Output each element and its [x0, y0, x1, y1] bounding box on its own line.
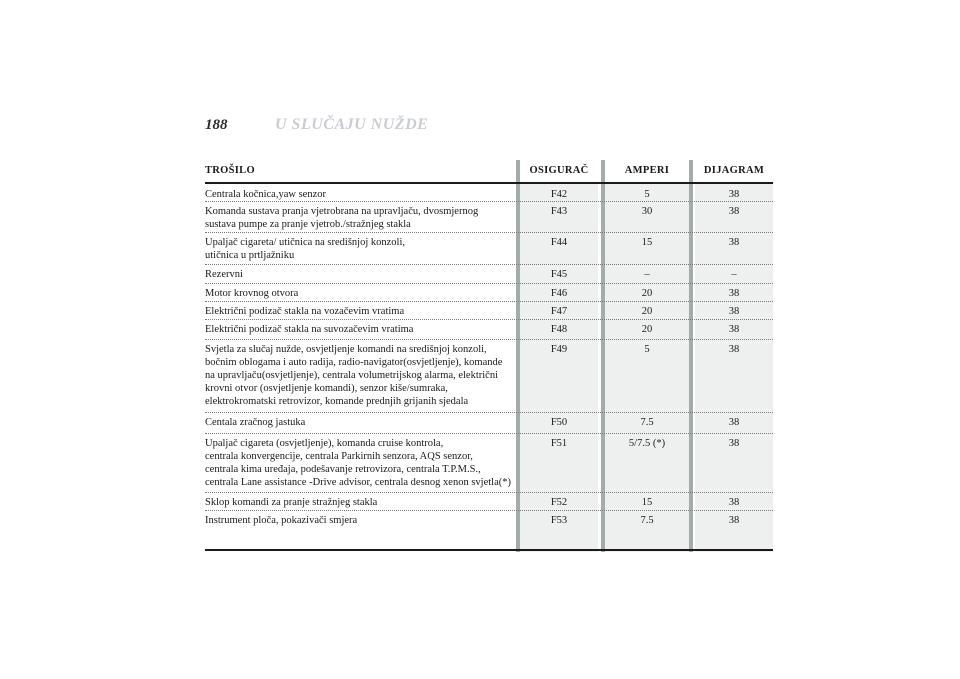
amperes-cell: 15	[641, 497, 653, 508]
diagram-cell: –	[731, 269, 737, 280]
consumer-text-line: sustava pumpe za pranje vjetrob./stražnjeg stakla	[205, 219, 411, 230]
table-header	[205, 160, 773, 184]
consumer-text-line: Električni podizač stakla na vozačevim vratima	[205, 306, 405, 317]
diagram-cell: 38	[728, 237, 740, 248]
diagram-cell: 38	[728, 288, 740, 299]
fuse-cell: F47	[550, 306, 568, 317]
page-title: U SLUČAJU NUŽDE	[275, 116, 429, 133]
column-header-fuse: OSIGURAČ	[529, 165, 589, 176]
diagram-cell: 38	[728, 324, 740, 335]
amperes-cell: 20	[641, 288, 653, 299]
table-bottom-rule	[205, 549, 773, 551]
consumer-text-line: Sklop komandi za pranje stražnjeg stakla	[205, 497, 378, 508]
fuse-cell: F42	[550, 189, 568, 200]
consumer-text-line: bočnim oblogama i auto radija, radio-navigator(osvjetljenje), komande	[205, 357, 503, 368]
fuse-cell: F51	[550, 438, 568, 449]
consumer-text-line: elektrokromatski retrovizor, komande prednjih grijanih sjedala	[205, 396, 469, 407]
consumer-cell	[205, 511, 515, 531]
consumer-text-line: Instrument ploča, pokazivači smjera	[205, 515, 358, 526]
table-row	[205, 232, 773, 264]
diagram-cell: 38	[728, 515, 740, 526]
fuse-cell: F48	[550, 324, 568, 335]
table-body	[205, 184, 773, 531]
amperes-cell: 7.5	[640, 417, 654, 428]
consumer-text-line: Upaljač cigareta/ utičnica na središnjoj konzoli,	[205, 237, 406, 248]
consumer-text-line: Električni podizač stakla na suvozačevim vratima	[205, 324, 414, 335]
column-header-amperes: AMPERI	[624, 165, 670, 176]
consumer-text-line: Svjetla za slučaj nužde, osvjetljenje komandi na središnjoj konzoli,	[205, 344, 487, 355]
amperes-cell: 20	[641, 306, 653, 317]
amperes-cell: 5/7.5 (*)	[628, 438, 666, 449]
consumer-text-line: Upaljač cigareta (osvjetljenje), komanda cruise kontrola,	[205, 438, 444, 449]
consumer-cell	[205, 202, 515, 235]
consumer-text-line: Centrala kočnica,yaw senzor	[205, 189, 326, 200]
table-row	[205, 283, 773, 301]
fuse-cell: F46	[550, 288, 568, 299]
diagram-cell: 38	[728, 438, 740, 449]
fuse-cell: F52	[550, 497, 568, 508]
fuse-cell: F50	[550, 417, 568, 428]
consumer-text-line: centrala kima uređaja, podešavanje retrovizora, centrala T.P.M.S.,	[205, 464, 481, 475]
table-row	[205, 201, 773, 232]
fuse-table	[205, 160, 773, 552]
table-row	[205, 301, 773, 319]
consumer-text-line: krovni otvor (osvjetljenje komandi), senzor kiše/sumraka,	[205, 383, 448, 394]
amperes-cell: 30	[641, 206, 653, 217]
page-header	[205, 116, 428, 134]
diagram-cell: 38	[728, 206, 740, 217]
consumer-text-line: na upravljaču(osvjetljenje), centrala volumetrijskog alarma, električni	[205, 370, 499, 381]
consumer-text-line: Motor krovnog otvora	[205, 288, 299, 299]
table-row	[205, 339, 773, 412]
table-row	[205, 184, 773, 201]
diagram-cell: 38	[728, 306, 740, 317]
amperes-cell: 20	[641, 324, 653, 335]
amperes-cell: 7.5	[640, 515, 654, 526]
diagram-cell: 38	[728, 189, 740, 200]
diagram-cell: 38	[728, 497, 740, 508]
amperes-cell: 5	[644, 344, 650, 355]
fuse-cell: F45	[550, 269, 568, 280]
column-header-consumer: TROŠILO	[205, 165, 255, 176]
amperes-cell: 5	[644, 189, 650, 200]
consumer-text-line: Rezervni	[205, 269, 243, 280]
fuse-cell: F43	[550, 206, 568, 217]
amperes-cell: 15	[641, 237, 653, 248]
consumer-text-line: centrala konvergencije, centrala Parkirnih senzora, AQS senzor,	[205, 451, 473, 462]
consumer-text-line: centrala Lane assistance -Drive advisor, centrala desnog xenon svjetla(*)	[205, 477, 511, 488]
consumer-cell	[205, 340, 515, 412]
diagram-cell: 38	[728, 417, 740, 428]
page-number: 188	[205, 117, 228, 133]
table-row	[205, 319, 773, 339]
amperes-cell: –	[644, 269, 650, 280]
column-header-diagram: DIJAGRAM	[703, 165, 765, 176]
consumer-text-line: Centala zračnog jastuka	[205, 417, 306, 428]
consumer-cell	[205, 413, 515, 433]
table-row	[205, 264, 773, 283]
consumer-cell	[205, 320, 515, 340]
table-row	[205, 412, 773, 433]
consumer-cell	[205, 434, 515, 493]
diagram-cell: 38	[728, 344, 740, 355]
table-row	[205, 492, 773, 510]
table-row	[205, 433, 773, 492]
table-row	[205, 510, 773, 531]
fuse-cell: F53	[550, 515, 568, 526]
consumer-text-line: Komanda sustava pranja vjetrobrana na upravljaču, dvosmjernog	[205, 206, 479, 217]
fuse-cell: F44	[550, 237, 568, 248]
consumer-cell	[205, 233, 515, 266]
fuse-cell: F49	[550, 344, 568, 355]
consumer-text-line: utičnica u prtljažniku	[205, 250, 295, 261]
consumer-cell	[205, 265, 515, 285]
